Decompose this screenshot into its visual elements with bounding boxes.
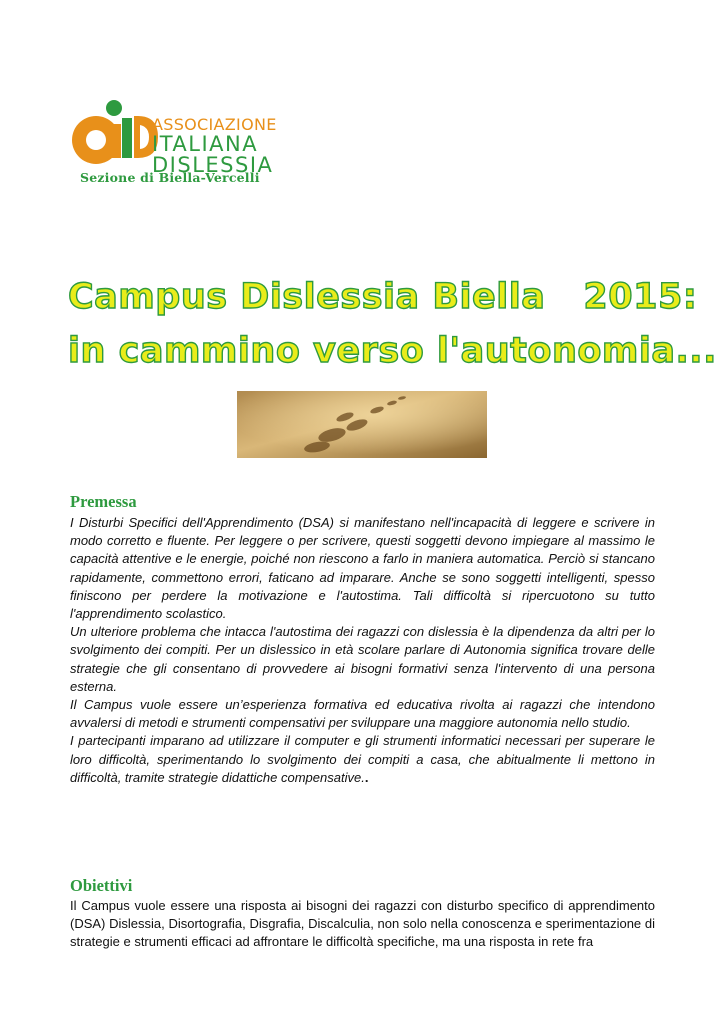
premessa-final-mark: .	[364, 769, 369, 785]
logo-wordmark	[152, 117, 277, 176]
obiettivi-paragraph: Il Campus vuole essere una risposta ai bisogni dei ragazzi con disturbo specifico di apprendimento (DSA) Dislessia, Disortografia, Disgrafia, Discalculia, non solo nella conoscenza e sperimentazione di strategie e strumenti efficaci ad affrontare le difficoltà specifiche, ma una risposta in rete fra	[70, 898, 655, 950]
footprints-in-sand-image	[237, 391, 487, 458]
premessa-paragraph-2: Un ulteriore problema che intacca l'autostima dei ragazzi con dislessia è la dipendenza da altri per lo svolgimento dei compiti. Per un dislessico in età scolare parlare di Autonomia significa trovare delle strategie che gli consentano di provvedere ai bisogni formativi senza l'intervento di una persona esterna.	[70, 624, 655, 694]
title-line-2: in cammino verso l'autonomia...	[68, 331, 717, 371]
premessa-body	[70, 514, 655, 787]
premessa-paragraph-4-wrap	[70, 732, 655, 787]
section-heading-obiettivi: Obiettivi	[70, 876, 133, 895]
logo-line-3: DISLESSIA	[152, 153, 274, 177]
logo-subtitle: Sezione di Biella-Vercelli	[80, 170, 260, 185]
premessa-paragraph-3: Il Campus vuole essere un’esperienza formativa ed educativa rivolta ai ragazzi che intendono avvalersi di metodi e strumenti compensativi per sviluppare una maggiore autonomia nello studio.	[70, 697, 655, 731]
obiettivi-body	[70, 897, 655, 952]
page-title	[68, 270, 717, 378]
title-line-1: Campus Dislessia Biella 2015:	[68, 277, 698, 317]
section-heading-premessa: Premessa	[70, 492, 137, 511]
logo-line-2: ITALIANA	[152, 132, 259, 156]
premessa-paragraph-4: I partecipanti imparano ad utilizzare il computer e gli strumenti informatici necessari per superare le loro difficoltà, sperimentando lo svolgimento dei compiti a casa, che abitualmente li mettono in difficoltà, tramite strategie didattiche compensative.	[70, 733, 655, 785]
logo-line-1: ASSOCIAZIONE	[152, 115, 277, 134]
premessa-paragraph-1: I Disturbi Specifici dell'Apprendimento (DSA) si manifestano nell'incapacità di leggere e scrivere in modo corretto e fluente. Per leggere o per scrivere, questi soggetti devono impiegare al massimo le capacità attentive e le energie, poiché non riescono a farlo in maniera automatica. Perciò si stancano rapidamente, commettono errori, faticano ad imparare. Anche se sono soggetti intelligenti, spesso finiscono per perdere la motivazione e l'autostima. Tali difficoltà si ripercuotono su tutto l'apprendimento scolastico.	[70, 515, 655, 622]
